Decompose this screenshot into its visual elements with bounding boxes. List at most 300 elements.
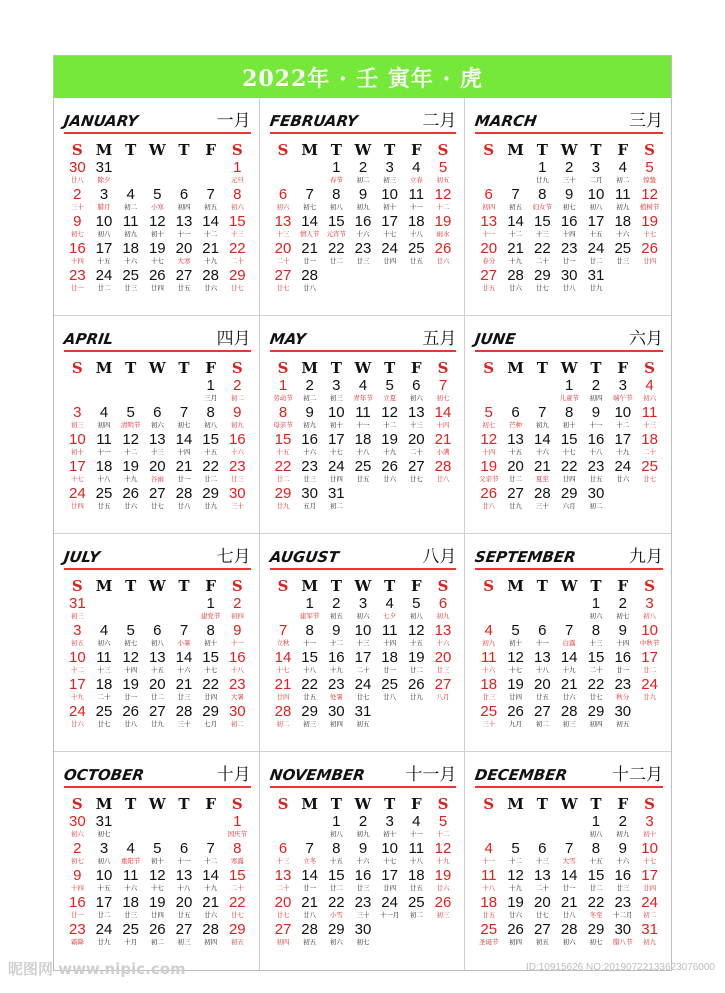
day-cell [583,814,610,841]
weekday-label: S [231,795,243,813]
day-number: 14 [534,431,551,448]
day-cell [376,623,403,650]
day-number: 15 [228,213,246,230]
lunar-label: 廿三 [616,257,630,265]
month-name-cn: 一月 [216,111,251,131]
weekday-label: T [125,359,137,377]
lunar-label: 廿八 [562,284,576,292]
day-cell [583,841,610,868]
lunar-label: 初三 [329,394,343,402]
lunar-label: 廿六 [562,693,576,701]
day-cell [556,214,583,241]
day-cell [376,841,403,868]
lunar-label: 三十 [356,911,370,919]
day-number: 24 [68,703,86,720]
month-panel-december [465,752,671,970]
day-cell [323,432,350,459]
lunar-label: 十月 [124,938,138,946]
day-cell [197,432,224,459]
weekday-label: F [617,795,629,813]
day-cell [529,704,556,731]
weekday-label: T [590,141,602,159]
day-cell [224,459,251,486]
lunar-label: 廿九 [276,502,290,510]
weekday-label: M [301,359,318,377]
lunar-label: 夏至 [535,475,549,483]
day-number: 21 [175,676,193,693]
lunar-label: 廿七 [276,284,290,292]
day-cell [323,596,350,623]
lunar-label: 初二 [643,911,657,919]
lunar-label: 十三 [276,230,290,238]
day-number: 7 [438,377,448,394]
day-cell [270,187,297,214]
week-row [64,459,251,486]
day-number: 14 [175,649,193,666]
day-cell [91,459,118,486]
lunar-label: 十六 [230,448,244,456]
lunar-label: 廿七 [150,502,164,510]
day-cell [296,268,323,295]
weekday-header [64,358,251,378]
day-cell [583,650,610,677]
day-number: 12 [507,649,524,666]
lunar-label: 初四 [589,720,603,728]
day-cell [117,895,144,922]
lunar-label: 母亲节 [273,421,293,429]
weekday-header [64,576,251,596]
day-number: 12 [122,649,139,666]
day-cell [197,704,224,731]
day-number: 19 [122,458,139,475]
day-cell [609,241,636,268]
month-panel-february [260,98,466,316]
day-cell [430,895,457,922]
lunar-label: 廿七 [535,284,549,292]
day-cell [583,268,610,295]
day-cell [270,459,297,486]
lunar-label: 廿一 [383,666,397,674]
empty-cell [636,704,663,731]
lunar-label: 廿一 [70,284,84,292]
day-cell [403,677,430,704]
weekday-header [64,140,251,160]
day-cell [609,459,636,486]
day-number: 26 [434,894,452,911]
day-number: 3 [645,595,654,612]
lunar-label: 建军节 [299,612,320,620]
lunar-label: 二十 [230,884,244,892]
day-cell [403,623,430,650]
day-number: 8 [564,404,574,421]
day-cell [144,841,171,868]
day-cell [144,432,171,459]
day-cell [224,268,251,295]
day-cell [475,486,502,513]
day-cell [224,486,251,513]
day-cell [270,268,297,295]
day-number: 23 [68,921,86,938]
week-row [270,459,457,486]
weekday-header [475,794,663,814]
lunar-label: 初十 [329,421,343,429]
day-cell [224,187,251,214]
day-cell [529,187,556,214]
lunar-label: 廿二 [589,884,603,892]
day-cell [197,405,224,432]
watermark-left: 昵图网 www.nipic.com [8,960,186,978]
lunar-label: 十七 [643,230,657,238]
empty-cell [529,814,556,841]
day-number: 14 [202,867,219,884]
lunar-label: 清明节 [120,421,141,429]
day-number: 6 [538,622,547,639]
month-name-en: JANUARY [62,112,140,130]
empty-cell [556,814,583,841]
weekday-label: S [71,577,83,595]
lunar-label: 初三 [303,720,317,728]
lunar-label: 除夕 [97,176,111,184]
day-cell [144,405,171,432]
empty-cell [502,814,529,841]
weekday-header [270,794,457,814]
empty-cell [609,486,636,513]
day-cell [609,814,636,841]
lunar-label: 十九 [509,257,523,265]
day-number: 26 [641,240,658,257]
day-number: 9 [73,867,82,884]
lunar-label: 廿四 [383,884,397,892]
lunar-label: 廿八 [177,502,191,510]
day-cell [475,459,502,486]
day-cell [556,922,583,949]
lunar-label: 十一 [177,230,191,238]
day-number: 14 [274,649,292,666]
day-number: 8 [538,186,547,203]
weekday-label: S [71,359,83,377]
day-cell [430,623,457,650]
lunar-label: 初五 [70,639,84,647]
empty-cell [376,268,403,295]
lunar-label: 廿四 [204,693,218,701]
lunar-label: 初五 [230,938,244,946]
day-number: 2 [233,595,242,612]
month-name-en: NOVEMBER [268,766,366,784]
day-number: 10 [327,404,345,421]
weekday-label: T [536,359,548,377]
day-cell [350,868,377,895]
day-number: 12 [434,186,452,203]
lunar-label: 二十 [535,884,549,892]
lunar-label: 初七 [97,830,111,838]
day-cell [270,486,297,513]
day-cell [64,868,91,895]
lunar-label: 廿二 [276,475,290,483]
weekday-label: S [437,795,449,813]
day-cell [117,841,144,868]
lunar-label: 廿六 [383,475,397,483]
lunar-label: 廿一 [177,475,191,483]
day-cell [171,268,198,295]
lunar-label: 国庆节 [227,830,248,838]
lunar-label: 廿五 [409,884,423,892]
month-header [475,760,663,788]
day-number: 28 [202,921,219,938]
day-cell [609,378,636,405]
day-number: 7 [179,622,189,639]
empty-cell [270,814,297,841]
day-cell [224,214,251,241]
day-number: 12 [434,840,452,857]
day-number: 15 [202,649,219,666]
month-panel-may [260,316,466,534]
day-cell [583,214,610,241]
day-cell [296,895,323,922]
day-number: 2 [618,595,627,612]
day-cell [64,922,91,949]
day-cell [270,922,297,949]
lunar-label: 初九 [482,639,496,647]
day-number: 23 [228,676,246,693]
day-number: 15 [301,649,318,666]
day-number: 23 [614,894,632,911]
day-number: 13 [148,649,166,666]
lunar-label: 廿五 [97,502,111,510]
day-cell [502,677,529,704]
day-cell [350,214,377,241]
banner-title: 2022年 · 壬 寅年 · 虎 [242,65,483,92]
day-cell [636,814,663,841]
day-number: 10 [381,840,398,857]
lunar-label: 廿三 [303,475,317,483]
day-number: 18 [122,894,139,911]
week-row [270,486,457,513]
lunar-label: 初十 [70,448,84,456]
day-cell [224,868,251,895]
day-cell [117,650,144,677]
lunar-label: 十九 [562,666,576,674]
day-number: 14 [434,404,452,421]
lunar-label: 十一 [230,639,244,647]
day-number: 2 [305,377,314,394]
month-header [475,106,663,134]
day-number: 8 [332,840,341,857]
empty-cell [144,814,171,841]
week-row [64,378,251,405]
day-cell [636,677,663,704]
weekday-label: W [560,577,578,595]
lunar-label: 廿七 [356,693,370,701]
lunar-label: 廿二 [97,911,111,919]
weekday-label: F [410,577,422,595]
month-name-cn: 七月 [216,547,251,567]
day-cell [636,160,663,187]
lunar-label: 廿三 [482,693,496,701]
day-number: 21 [560,676,578,693]
day-number: 6 [511,404,520,421]
day-cell [171,650,198,677]
day-cell [502,841,529,868]
lunar-label: 十三 [589,639,603,647]
empty-cell [350,268,377,295]
day-cell [224,814,251,841]
week-row [64,187,251,214]
lunar-label: 初九 [616,830,630,838]
day-number: 7 [564,622,574,639]
day-cell [350,378,377,405]
empty-cell [403,268,430,295]
day-cell [403,187,430,214]
lunar-label: 十二 [616,421,630,429]
lunar-label: 二十 [643,448,657,456]
day-number: 22 [274,458,292,475]
day-cell [475,268,502,295]
day-number: 1 [591,595,601,612]
week-row [270,922,457,949]
day-number: 14 [301,867,318,884]
day-cell [117,214,144,241]
lunar-label: 初七 [589,938,603,946]
day-cell [91,677,118,704]
day-number: 22 [228,894,246,911]
lunar-label: 初五 [436,176,450,184]
lunar-label: 初六 [356,612,370,620]
lunar-label: 廿五 [409,257,423,265]
lunar-label: 十九 [509,884,523,892]
day-cell [609,677,636,704]
day-number: 30 [354,921,372,938]
day-cell [430,241,457,268]
lunar-label: 廿二 [409,666,423,674]
day-cell [636,378,663,405]
lunar-label: 初七 [616,612,630,620]
lunar-label: 初四 [204,938,218,946]
lunar-label: 廿六 [124,502,138,510]
day-number: 18 [480,894,498,911]
day-number: 27 [407,458,425,475]
day-cell [224,922,251,949]
day-number: 6 [278,186,288,203]
week-row [270,868,457,895]
lunar-label: 初五 [329,612,343,620]
day-cell [529,841,556,868]
empty-cell [636,486,663,513]
lunar-label: 初二 [230,394,244,402]
lunar-label: 初七 [177,421,191,429]
day-number: 8 [233,186,242,203]
day-number: 16 [354,213,372,230]
day-cell [197,241,224,268]
day-cell [296,405,323,432]
day-cell [171,405,198,432]
lunar-label: 初九 [303,421,317,429]
weekday-label: T [536,577,548,595]
lunar-label: 初六 [70,830,84,838]
day-cell [323,214,350,241]
lunar-label: 初八 [329,203,343,211]
lunar-label: 小雪 [329,911,343,919]
day-number: 6 [153,404,162,421]
lunar-label: 初十 [383,830,397,838]
day-number: 7 [538,404,547,421]
day-number: 10 [587,186,605,203]
week-row [64,895,251,922]
lunar-label: 十四 [436,421,450,429]
lunar-label: 廿五 [177,911,191,919]
day-cell [197,922,224,949]
empty-cell [502,596,529,623]
lunar-label: 初七 [436,394,450,402]
day-number: 19 [434,213,452,230]
day-number: 20 [148,458,166,475]
week-row [475,268,663,295]
day-cell [64,895,91,922]
lunar-label: 霜降 [70,938,84,946]
day-cell [350,596,377,623]
day-number: 11 [96,649,112,666]
week-row [64,160,251,187]
lunar-label: 廿六 [204,911,218,919]
lunar-label: 廿四 [643,884,657,892]
day-number: 5 [412,595,421,612]
day-number: 24 [381,894,398,911]
day-number: 4 [412,159,421,176]
day-number: 4 [484,840,493,857]
day-cell [430,214,457,241]
day-cell [144,922,171,949]
day-number: 6 [278,840,288,857]
day-cell [144,704,171,731]
month-name-cn: 三月 [629,111,663,131]
day-number: 5 [511,840,520,857]
day-number: 3 [332,377,341,394]
day-cell [197,650,224,677]
lunar-label: 十九 [383,448,397,456]
day-number: 18 [614,213,632,230]
day-cell [609,868,636,895]
lunar-label: 廿五 [535,693,549,701]
day-cell [502,432,529,459]
lunar-label: 中秋节 [639,639,660,647]
day-cell [171,841,198,868]
day-cell [224,895,251,922]
lunar-label: 廿五 [177,284,191,292]
day-cell [502,405,529,432]
day-cell [529,268,556,295]
day-cell [556,378,583,405]
lunar-label: 十二 [70,666,84,674]
day-cell [430,650,457,677]
lunar-label: 二十 [97,693,111,701]
day-cell [91,187,118,214]
weekday-label: T [125,795,137,813]
week-row [475,432,663,459]
empty-cell [529,596,556,623]
day-cell [91,868,118,895]
day-cell [502,704,529,731]
day-number: 22 [202,458,219,475]
day-cell [117,868,144,895]
day-cell [197,459,224,486]
week-row [475,214,663,241]
day-cell [224,704,251,731]
day-number: 16 [614,649,632,666]
day-number: 20 [534,676,551,693]
lunar-label: 十三 [356,639,370,647]
weekday-label: W [560,359,578,377]
empty-cell [117,160,144,187]
empty-cell [296,160,323,187]
